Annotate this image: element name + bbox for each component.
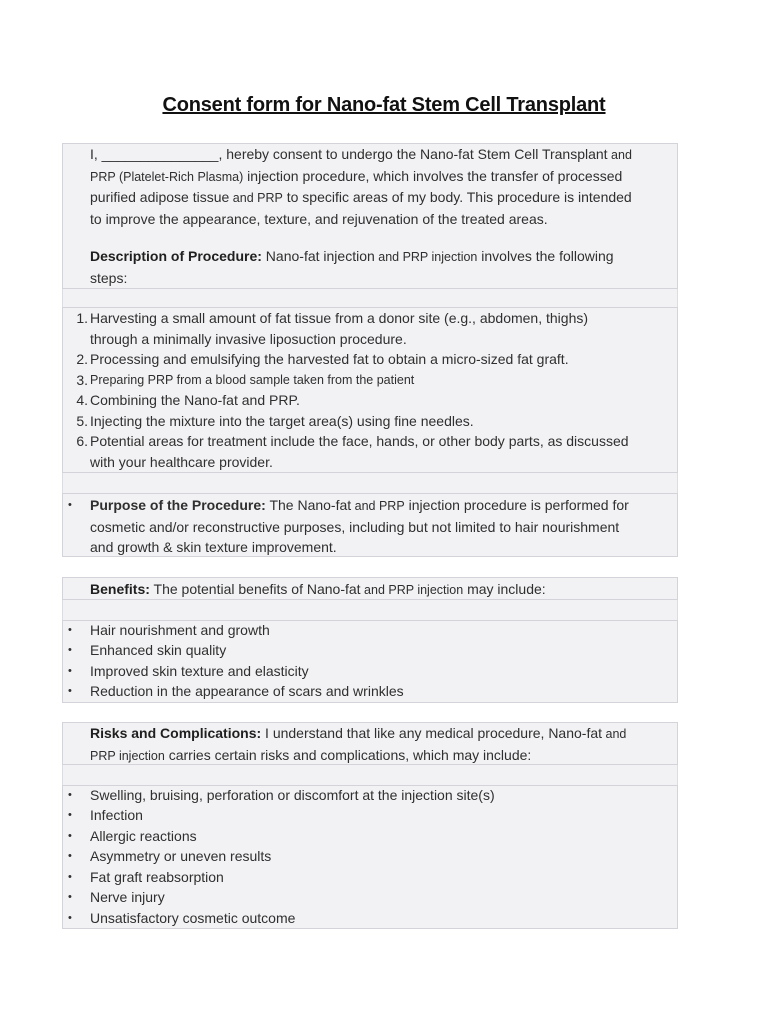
- intro-line3-small: and PRP: [229, 191, 283, 205]
- step-number: 2.: [76, 351, 88, 367]
- description-text-b: involves the following: [477, 248, 614, 264]
- bullet-icon: •: [68, 912, 72, 924]
- step-text: Processing and emulsifying the harvested fat to obtain a micro-sized fat graft.: [90, 351, 569, 367]
- intro-paragraph: [90, 144, 670, 229]
- purpose-line2: cosmetic and/or reconstructive purposes, including but not limited to hair nourishment: [90, 518, 620, 535]
- bullet-icon: •: [68, 789, 72, 801]
- intro-line1-small: and: [607, 148, 632, 162]
- risk-text: Unsatisfactory cosmetic outcome: [90, 910, 296, 926]
- intro-line3a: purified adipose tissue: [90, 189, 230, 205]
- bullet-icon: •: [68, 644, 72, 656]
- description-text-a: Nano-fat injection: [261, 248, 375, 264]
- step-number: 5.: [76, 413, 88, 429]
- bullet-icon: •: [68, 891, 72, 903]
- risks-line2-small: PRP injection: [90, 748, 165, 763]
- risk-text: Infection: [90, 807, 143, 823]
- spacer-strip: [62, 600, 678, 620]
- purpose-text-b: injection procedure is performed for: [404, 497, 629, 513]
- benefit-text: Hair nourishment and growth: [90, 622, 270, 638]
- bullet-icon: •: [68, 850, 72, 862]
- risk-text: Nerve injury: [90, 889, 165, 905]
- description-text-small: and PRP injection: [374, 250, 478, 264]
- bullet-icon: •: [68, 665, 72, 677]
- benefits-label: Benefits:: [90, 581, 150, 597]
- benefit-text: Enhanced skin quality: [90, 642, 227, 658]
- step-number: 1.: [76, 310, 88, 326]
- intro-line2: injection procedure, which involves the transfer of processed: [243, 167, 623, 184]
- risk-text: Swelling, bruising, perforation or discomfort at the injection site(s): [90, 787, 495, 803]
- risks-paragraph: [90, 723, 670, 766]
- intro-line2-small: PRP (Platelet-Rich Plasma): [90, 169, 244, 184]
- spacer-strip: [62, 473, 678, 493]
- bullet-icon: •: [68, 499, 72, 511]
- risk-text: Asymmetry or uneven results: [90, 848, 272, 864]
- step-text: with your healthcare provider.: [90, 453, 273, 470]
- risks-text-small: and: [602, 727, 627, 741]
- step-number: 6.: [76, 433, 88, 449]
- intro-line1: I, _______________, hereby consent to undergo the Nano-fat Stem Cell Transplant: [90, 146, 608, 162]
- bullet-icon: •: [68, 809, 72, 821]
- benefits-paragraph: [90, 579, 670, 601]
- spacer-strip: [62, 289, 678, 307]
- step-text: Potential areas for treatment include the face, hands, or other body parts, as discussed: [90, 433, 629, 449]
- risks-text-a: I understand that like any medical procedure, Nano-fat: [261, 725, 603, 741]
- step-text: Harvesting a small amount of fat tissue from a donor site (e.g., abdomen, thighs): [90, 310, 589, 326]
- bullet-icon: •: [68, 830, 72, 842]
- description-paragraph: [90, 246, 670, 288]
- purpose-text-small: and PRP: [351, 499, 405, 513]
- benefits-text-b: may include:: [463, 581, 546, 597]
- document-title: Consent form for Nano-fat Stem Cell Transplant: [162, 94, 606, 116]
- spacer-strip: [62, 765, 678, 785]
- risks-line2: carries certain risks and complications, which may include:: [164, 746, 532, 763]
- step-text: through a minimally invasive liposuction procedure.: [90, 330, 407, 347]
- bullet-icon: •: [68, 685, 72, 697]
- step-number: 3.: [76, 372, 88, 388]
- intro-line4: to improve the appearance, texture, and rejuvenation of the treated areas.: [90, 210, 548, 227]
- benefits-text-small: and PRP injection: [360, 583, 464, 597]
- step-text: Injecting the mixture into the target area(s) using fine needles.: [90, 413, 474, 429]
- risk-text: Fat graft reabsorption: [90, 869, 224, 885]
- step-text: Preparing PRP from a blood sample taken from the patient: [90, 373, 415, 387]
- description-label: Description of Procedure:: [90, 248, 262, 264]
- description-text-c: steps:: [90, 269, 128, 286]
- benefit-text: Improved skin texture and elasticity: [90, 663, 309, 679]
- benefit-text: Reduction in the appearance of scars and wrinkles: [90, 683, 404, 699]
- bullet-icon: •: [68, 624, 72, 636]
- purpose-text-a: The Nano-fat: [265, 497, 352, 513]
- step-text: Combining the Nano-fat and PRP.: [90, 392, 300, 408]
- purpose-label: Purpose of the Procedure:: [90, 497, 266, 513]
- intro-line3b: to specific areas of my body. This procedure is intended: [282, 189, 632, 205]
- risk-text: Allergic reactions: [90, 828, 197, 844]
- bullet-icon: •: [68, 871, 72, 883]
- risks-label: Risks and Complications:: [90, 725, 262, 741]
- step-number: 4.: [76, 392, 88, 408]
- benefits-text-a: The potential benefits of Nano-fat: [149, 581, 361, 597]
- purpose-line3: and growth & skin texture improvement.: [90, 539, 337, 555]
